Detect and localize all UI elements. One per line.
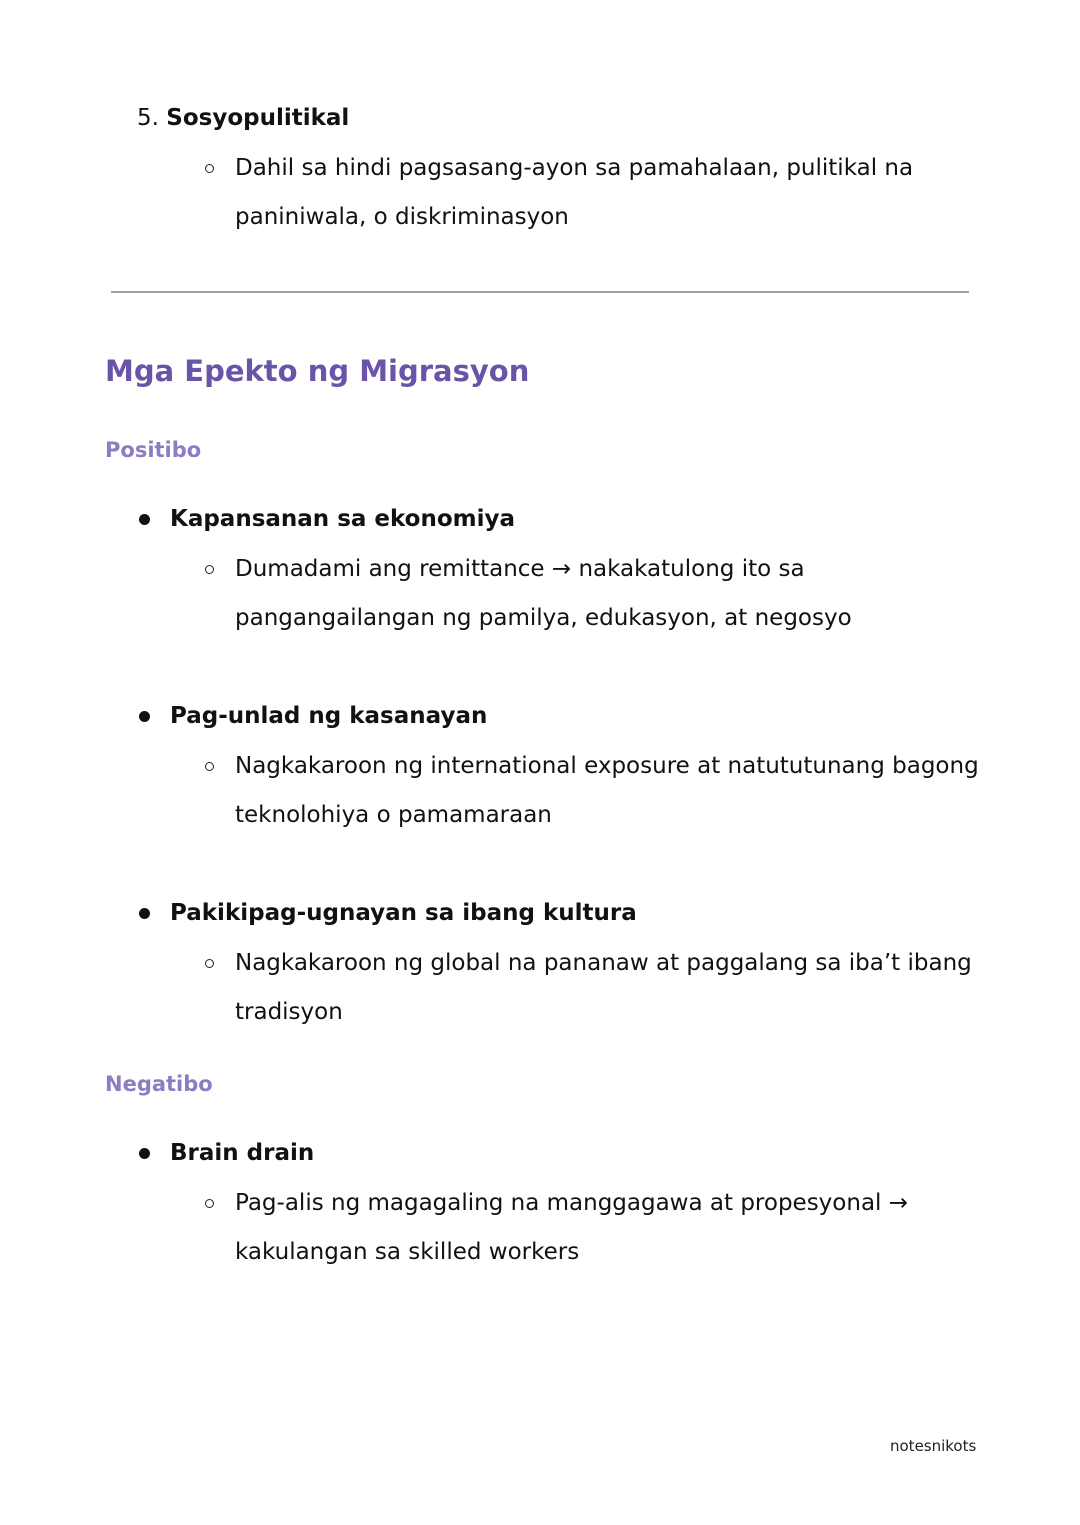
hollow-bullet-icon	[205, 959, 214, 968]
subheading-positive: Positibo	[105, 438, 202, 462]
bullet-item-title: Pakikipag-ugnayan sa ibang kultura	[170, 900, 637, 926]
sub-item-text-line: tradisyon	[235, 999, 343, 1025]
sub-item-text-line: Nagkakaroon ng international exposure at natututunang bagong	[235, 753, 979, 779]
hollow-bullet-icon	[205, 1199, 214, 1208]
filled-bullet-icon	[139, 1148, 150, 1159]
bullet-item-title: Pag-unlad ng kasanayan	[170, 703, 488, 729]
sub-item-text-line: Dumadami ang remittance → nakakatulong ito sa	[235, 556, 805, 582]
hollow-bullet-icon	[205, 762, 214, 771]
sub-item-text-line: teknolohiya o pamamaraan	[235, 802, 552, 828]
filled-bullet-icon	[139, 514, 150, 525]
sub-item-text-line: pangangailangan ng pamilya, edukasyon, at negosyo	[235, 605, 852, 631]
section-heading: Mga Epekto ng Migrasyon	[105, 354, 530, 388]
sub-item-text-line: Dahil sa hindi pagsasang-ayon sa pamahalaan, pulitikal na	[235, 155, 914, 181]
filled-bullet-icon	[139, 711, 150, 722]
bullet-item-title: Kapansanan sa ekonomiya	[170, 506, 516, 532]
footer-watermark: notesnikots	[890, 1437, 977, 1455]
sub-item-text-line: Pag-alis ng magagaling na manggagawa at propesyonal →	[235, 1190, 909, 1216]
bullet-item-title: Brain drain	[170, 1140, 315, 1166]
hollow-bullet-icon	[205, 565, 214, 574]
sub-item-text-line: Nagkakaroon ng global na pananaw at paggalang sa iba’t ibang	[235, 950, 972, 976]
subheading-negative: Negatibo	[105, 1072, 213, 1096]
sub-item-text-line: kakulangan sa skilled workers	[235, 1239, 580, 1265]
item-title: Sosyopulitikal	[166, 105, 350, 131]
horizontal-divider	[111, 291, 969, 293]
sub-item-text-line: paniniwala, o diskriminasyon	[235, 204, 569, 230]
item-number: 5.	[137, 105, 159, 131]
filled-bullet-icon	[139, 908, 150, 919]
numbered-item-heading	[137, 103, 349, 133]
hollow-bullet-icon	[205, 164, 214, 173]
